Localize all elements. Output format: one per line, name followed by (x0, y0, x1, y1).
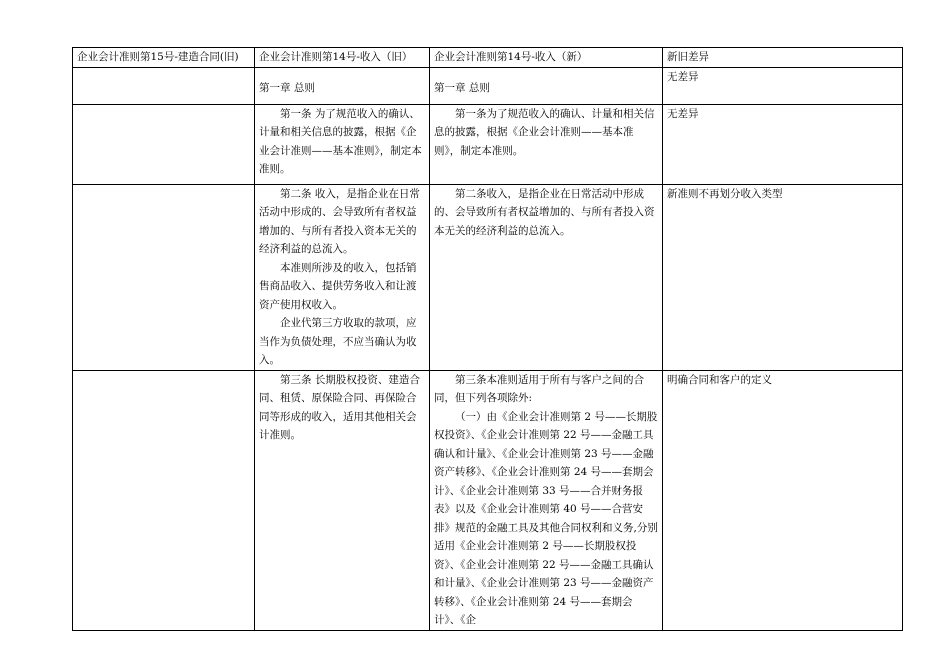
header-construction-old: 企业会计准则第15号-建造合同(旧) (73, 48, 255, 68)
cell-new (430, 104, 663, 184)
header-revenue-old: 企业会计准则第14号-收入（旧） (255, 48, 430, 68)
comparison-table (72, 47, 903, 631)
chapter-heading: 第一章 总则 (259, 81, 315, 94)
cell-construction (73, 67, 255, 104)
table-row (73, 104, 903, 184)
table-row (73, 370, 903, 630)
article-text: 第一条为了规范收入的确认、计量和相关信息的披露，根据《企业会计准则——基本准则》，制定本准则。 (434, 107, 655, 157)
cell-diff (663, 370, 903, 630)
header-revenue-new: 企业会计准则第14号-收入（新） (430, 48, 663, 68)
article-text: 第二条收入，是指企业在日常活动中形成的、会导致所有者权益增加的、与所有者投入资本无关的经济利益的总流入。 (434, 187, 655, 237)
article-text: （一）由《企业会计准则第 2 号——长期股权投资》、《企业会计准则第 22 号——金融工具确认和计量》、《企业会计准则第 23 号——金融资产转移》、《企业会计准则第 24 号——套期会计》、《企业会计准则第 33 号——合并财务报表》以及《企业会计准则第 40 号——合营安排》规范的金融工具及其他合同权利和义务,分别适用《企业会计准则第 2 号——长期股权投资》、《企业会计准则第 22 号——金融工具确认和计量》、《企业会计准则第 23 号——金融资产转移》、《企业会计准则第 24 号——套期会计》、《企 (434, 410, 658, 626)
cell-old (255, 67, 430, 104)
article-text: 企业代第三方收取的款项，应当作为负债处理，不应当确认为收入。 (259, 317, 417, 366)
cell-old (255, 104, 430, 184)
cell-new (430, 67, 663, 104)
chapter-heading: 第一章 总则 (434, 81, 490, 94)
diff-text: 明确合同和客户的定义 (667, 373, 772, 386)
cell-old (255, 370, 430, 630)
cell-diff (663, 67, 903, 104)
header-row (73, 48, 903, 68)
table-row (73, 184, 903, 370)
cell-diff (663, 104, 903, 184)
cell-construction (73, 370, 255, 630)
cell-new (430, 184, 663, 370)
diff-text: 无差异 (667, 70, 699, 83)
article-text: 第二条 收入，是指企业在日常活动中形成的、会导致所有者权益增加的、与所有者投入资本无关的经济利益的总流入。 (259, 187, 420, 255)
table-row (73, 67, 903, 104)
diff-text: 无差异 (667, 107, 699, 120)
cell-construction (73, 184, 255, 370)
article-text: 本准则所涉及的收入，包括销售商品收入、提供劳务收入和让渡资产使用权收入。 (259, 261, 417, 311)
cell-construction (73, 104, 255, 184)
article-text: 第一条 为了规范收入的确认、计量和相关信息的披露，根据《企业会计准则——基本准则》，制定本准则。 (259, 107, 422, 175)
cell-diff (663, 184, 903, 370)
article-text: 第三条本准则适用于所有与客户之间的合同，但下列各项除外: (434, 373, 644, 404)
cell-new (430, 370, 663, 630)
header-differences: 新旧差异 (663, 48, 903, 68)
article-text: 第三条 长期股权投资、建造合同、租赁、原保险合同、再保险合同等形成的收入，适用其他相关会计准则。 (259, 373, 420, 441)
cell-old (255, 184, 430, 370)
diff-text: 新准则不再划分收入类型 (667, 187, 783, 200)
